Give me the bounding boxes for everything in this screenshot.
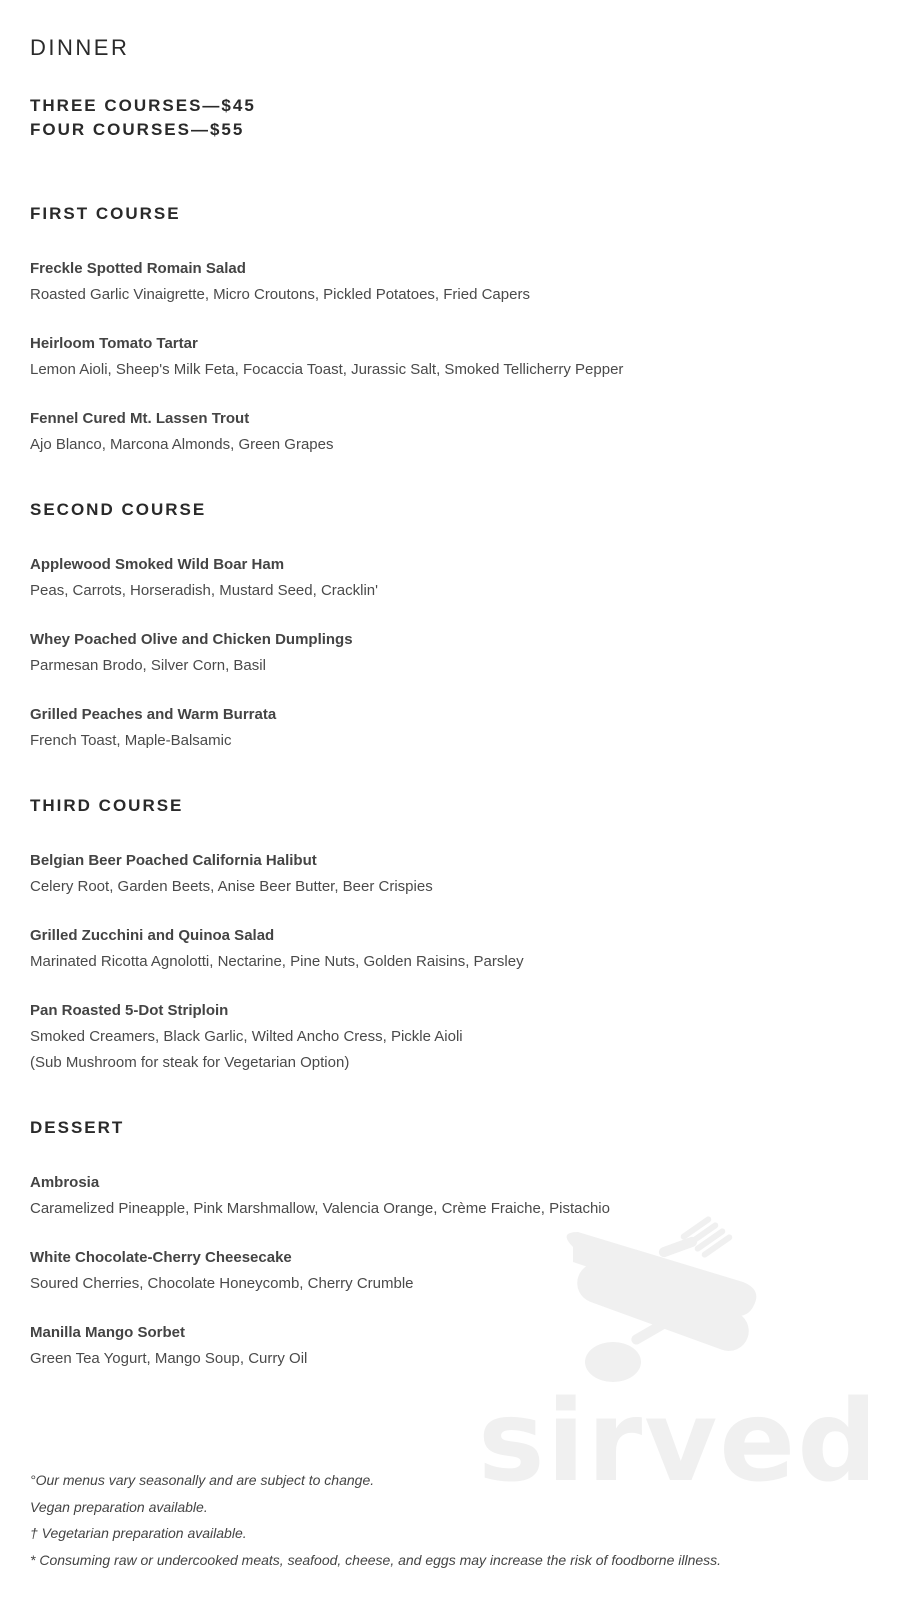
- dish-item: [30, 256, 623, 308]
- dish-description: Soured Cherries, Chocolate Honeycomb, Cherry Crumble: [30, 1275, 414, 1292]
- dish-description: Ajo Blanco, Marcona Almonds, Green Grapes: [30, 436, 334, 453]
- sirved-watermark: [478, 1202, 880, 1507]
- dish-item: [30, 406, 623, 458]
- dish-item: [30, 923, 524, 975]
- section-first-course: [30, 203, 623, 481]
- dish-name: Applewood Smoked Wild Boar Ham: [30, 556, 285, 573]
- dish-name: Freckle Spotted Romain Salad: [30, 260, 246, 277]
- dish-description: Caramelized Pineapple, Pink Marshmallow, Valencia Orange, Crème Fraiche, Pistachio: [30, 1200, 610, 1217]
- dish-item: [30, 552, 378, 604]
- dish-option-note: (Sub Mushroom for steak for Vegetarian Option): [30, 1054, 350, 1071]
- dish-item: [30, 998, 524, 1076]
- dish-name: Heirloom Tomato Tartar: [30, 335, 198, 352]
- footnote-vegetarian: † Vegetarian preparation available.: [30, 1525, 247, 1541]
- dish-description: Peas, Carrots, Horseradish, Mustard Seed, Cracklin': [30, 582, 378, 599]
- section-heading: DESSERT: [30, 1118, 125, 1137]
- price-three-courses: THREE COURSES—$45: [30, 96, 256, 115]
- dish-item: [30, 331, 623, 383]
- dish-description: French Toast, Maple-Balsamic: [30, 732, 232, 749]
- dish-item: [30, 627, 378, 679]
- section-heading: FIRST COURSE: [30, 204, 181, 223]
- dish-description: Green Tea Yogurt, Mango Soup, Curry Oil: [30, 1350, 308, 1367]
- section-heading: THIRD COURSE: [30, 796, 184, 815]
- dish-description: Parmesan Brodo, Silver Corn, Basil: [30, 657, 266, 674]
- fork-spoon-knife-logo-icon: [478, 1202, 828, 1402]
- menu-title: DINNER: [30, 34, 130, 60]
- dish-description: Roasted Garlic Vinaigrette, Micro Croutons, Pickled Potatoes, Fried Capers: [30, 286, 530, 303]
- price-options: [30, 94, 256, 142]
- dish-name: Pan Roasted 5-Dot Striploin: [30, 1002, 229, 1019]
- dish-item: [30, 702, 378, 754]
- footnote-vegan: Vegan preparation available.: [30, 1498, 208, 1515]
- dish-name: Ambrosia: [30, 1174, 100, 1191]
- dish-name: White Chocolate-Cherry Cheesecake: [30, 1249, 292, 1266]
- dish-description: Lemon Aioli, Sheep's Milk Feta, Focaccia Toast, Jurassic Salt, Smoked Tellicherry Pepper: [30, 361, 624, 378]
- footnote-seasonal: °Our menus vary seasonally and are subject to change.: [30, 1472, 375, 1488]
- dish-description: Celery Root, Garden Beets, Anise Beer Butter, Beer Crispies: [30, 878, 433, 895]
- dish-name: Whey Poached Olive and Chicken Dumplings: [30, 631, 353, 648]
- dish-description: Smoked Creamers, Black Garlic, Wilted Ancho Cress, Pickle Aioli: [30, 1028, 463, 1045]
- dish-description: Marinated Ricotta Agnolotti, Nectarine, Pine Nuts, Golden Raisins, Parsley: [30, 953, 524, 970]
- dish-name: Grilled Zucchini and Quinoa Salad: [30, 927, 275, 944]
- dish-name: Belgian Beer Poached California Halibut: [30, 852, 317, 869]
- section-heading: SECOND COURSE: [30, 500, 207, 519]
- dish-name: Manilla Mango Sorbet: [30, 1324, 186, 1341]
- footnote-raw-food-warning: * Consuming raw or undercooked meats, seafood, cheese, and eggs may increase the risk of foodborne illness.: [30, 1551, 722, 1568]
- price-four-courses: FOUR COURSES—$55: [30, 120, 245, 139]
- dish-item: [30, 848, 524, 900]
- section-third-course: [30, 795, 524, 1099]
- dish-name: Fennel Cured Mt. Lassen Trout: [30, 410, 250, 427]
- watermark-text: sirved: [478, 1377, 880, 1507]
- dish-name: Grilled Peaches and Warm Burrata: [30, 706, 277, 723]
- section-second-course: [30, 499, 378, 777]
